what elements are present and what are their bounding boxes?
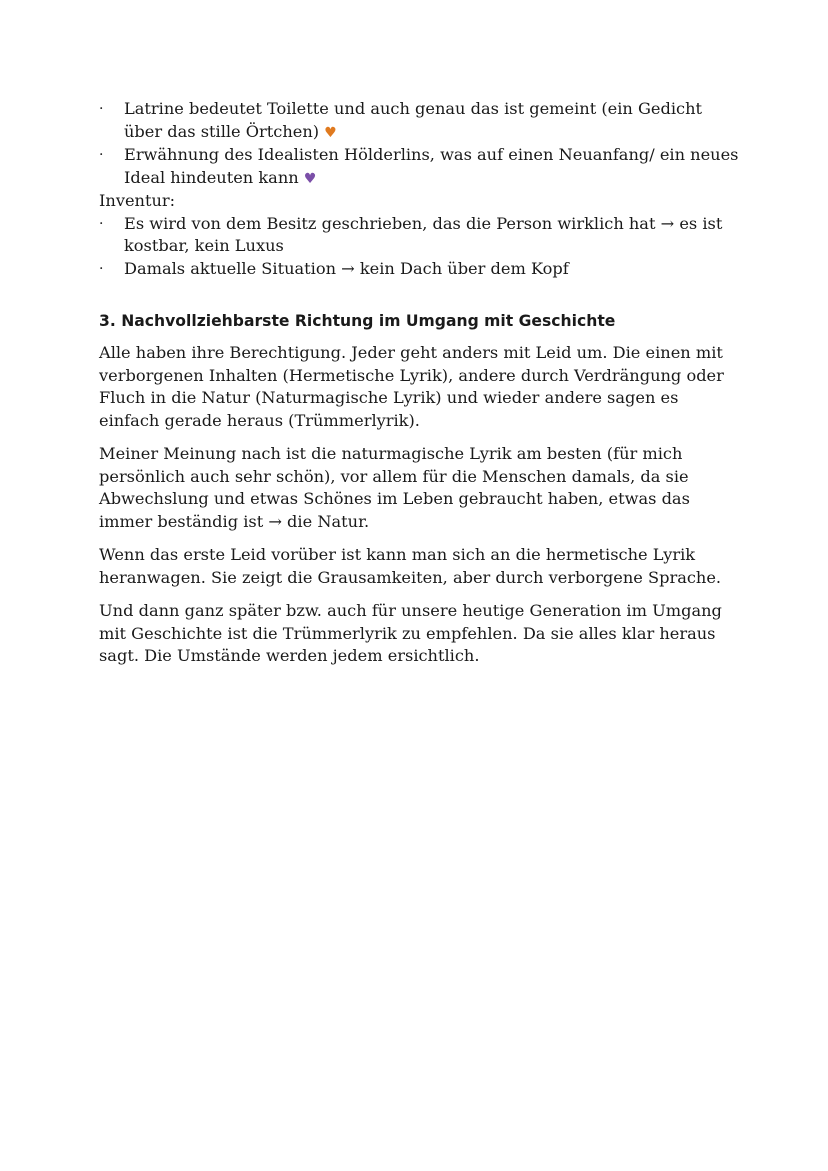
list-item [99,144,739,190]
list-item-text: Es wird von dem Besitz geschrieben, das die Person wirklich hat → es ist kostbar, kein Luxus [124,213,723,255]
heart-icon: ♥ [303,170,317,187]
section-heading: 3. Nachvollziehbarste Richtung im Umgang mit Geschichte [99,312,616,330]
paragraph: Und dann ganz später bzw. auch für unsere heutige Generation im Umgang mit Geschichte ist die Trümmerlyrik zu empfehlen. Da sie alles klar heraus sagt. Die Umstände werden jedem ersichtlich. [99,601,722,665]
paragraph: Wenn das erste Leid vorüber ist kann man sich an die hermetische Lyrik heranwagen. Sie zeigt die Grausamkeiten, aber durch verborgene Sprache. [99,545,722,587]
bullet-icon: · [99,260,104,277]
paragraph: Meiner Meinung nach ist die naturmagische Lyrik am besten (für mich persönlich auch sehr schön), vor allem für die Menschen damals, da sie Abwechslung und etwas Schönes im Leben gebraucht haben, etwas das immer beständig ist → die Natur. [99,444,690,531]
list-item [99,258,739,281]
heart-icon: ♥ [324,124,337,141]
paragraph: Alle haben ihre Berechtigung. Jeder geht anders mit Leid um. Die einen mit verborgenen Inhalten (Hermetische Lyrik), andere durch Verdrängung oder Fluch in die Natur (Naturmagische Lyrik) und wieder andere sagen es einfach gerade heraus (Trümmerlyrik). [99,343,724,430]
inventur-label: Inventur: [99,191,176,210]
bullet-list-inventur [99,213,739,281]
document-page [99,98,739,679]
bullet-icon: · [99,215,104,232]
bullet-icon: · [99,101,104,117]
list-item-text: Damals aktuelle Situation → kein Dach über dem Kopf [124,258,569,278]
list-item-text: Erwähnung des Idealisten Hölderlins, was auf einen Neuanfang/ ein neues Ideal hindeuten kann [124,145,739,187]
bullet-icon: · [99,147,104,163]
bullet-list-latrine [99,98,739,190]
list-item-text: Latrine bedeutet Toilette und auch genau das ist gemeint (ein Gedicht über das stille Örtchen) [124,99,703,141]
list-item [99,213,739,258]
list-item [99,98,739,144]
